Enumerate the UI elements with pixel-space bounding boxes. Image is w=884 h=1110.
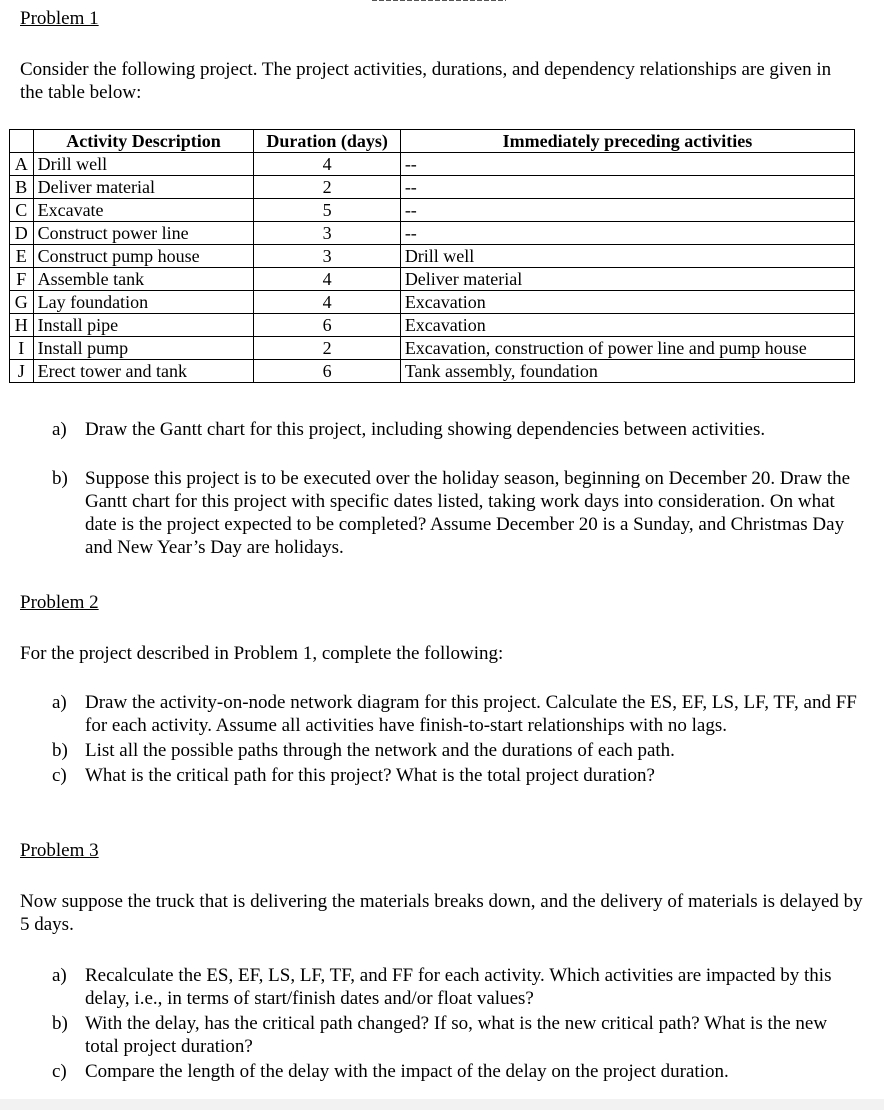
- question-item: [52, 467, 864, 559]
- activity-description: Excavate: [33, 199, 254, 222]
- activity-id: E: [10, 245, 34, 268]
- problem2-intro: For the project described in Problem 1, complete the following:: [20, 643, 504, 664]
- activity-id: H: [10, 314, 34, 337]
- activity-predecessors: Deliver material: [400, 268, 854, 291]
- activity-duration: 4: [254, 153, 400, 176]
- activity-id: D: [10, 222, 34, 245]
- activity-id: A: [10, 153, 34, 176]
- activity-description: Deliver material: [33, 176, 254, 199]
- activity-description: Construct pump house: [33, 245, 254, 268]
- problem1-questions: [52, 418, 864, 559]
- table-row: [10, 245, 855, 268]
- question-text: List all the possible paths through the network and the durations of each path.: [85, 740, 675, 761]
- activity-description: Lay foundation: [33, 291, 254, 314]
- activity-predecessors: Drill well: [400, 245, 854, 268]
- question-text: Recalculate the ES, EF, LS, LF, TF, and FF for each activity. Which activities are impacted by this delay, i.e., in terms of start/finish dates and/or float values?: [85, 965, 832, 1009]
- table-row: [10, 291, 855, 314]
- table-header-description: Activity Description: [33, 130, 254, 153]
- activity-table: [9, 129, 855, 383]
- question-item: [52, 1060, 864, 1083]
- activity-duration: 4: [254, 268, 400, 291]
- question-text: Compare the length of the delay with the impact of the delay on the project duration.: [85, 1061, 729, 1082]
- activity-duration: 3: [254, 222, 400, 245]
- activity-id: I: [10, 337, 34, 360]
- activity-predecessors: --: [400, 222, 854, 245]
- activity-duration: 3: [254, 245, 400, 268]
- activity-predecessors: Excavation: [400, 314, 854, 337]
- question-label: b): [52, 468, 68, 489]
- table-row: [10, 199, 855, 222]
- question-item: [52, 964, 864, 1010]
- problem1-heading: Problem 1: [20, 8, 99, 29]
- question-label: c): [52, 1061, 67, 1082]
- table-row: [10, 314, 855, 337]
- question-item: [52, 418, 864, 441]
- question-text: Draw the activity-on-node network diagram for this project. Calculate the ES, EF, LS, LF, TF, and FF for each activity. Assume all activities have finish-to-start relationships with no lags.: [85, 692, 857, 736]
- activity-duration: 2: [254, 176, 400, 199]
- table-header-id: [10, 130, 34, 153]
- activity-predecessors: Excavation: [400, 291, 854, 314]
- question-item: [52, 1012, 864, 1058]
- question-label: b): [52, 1013, 68, 1034]
- activity-predecessors: Tank assembly, foundation: [400, 360, 854, 383]
- activity-predecessors: --: [400, 176, 854, 199]
- activity-duration: 4: [254, 291, 400, 314]
- activity-id: C: [10, 199, 34, 222]
- activity-predecessors: --: [400, 153, 854, 176]
- table-row: [10, 337, 855, 360]
- page-bottom-edge: [0, 1099, 884, 1110]
- question-label: a): [52, 419, 67, 440]
- question-label: a): [52, 692, 67, 713]
- problem3-questions: [52, 964, 864, 1083]
- table-row: [10, 222, 855, 245]
- activity-id: J: [10, 360, 34, 383]
- question-label: c): [52, 765, 67, 786]
- activity-duration: 2: [254, 337, 400, 360]
- question-label: b): [52, 740, 68, 761]
- table-row: [10, 360, 855, 383]
- table-row: [10, 153, 855, 176]
- activity-duration: 5: [254, 199, 400, 222]
- activity-description: Install pipe: [33, 314, 254, 337]
- activity-predecessors: --: [400, 199, 854, 222]
- table-header-row: [10, 130, 855, 153]
- problem2-questions: [52, 691, 864, 787]
- table-header-duration: Duration (days): [254, 130, 400, 153]
- page-header-remnant: [372, 0, 506, 1]
- question-label: a): [52, 965, 67, 986]
- question-item: [52, 691, 864, 737]
- activity-description: Assemble tank: [33, 268, 254, 291]
- activity-duration: 6: [254, 360, 400, 383]
- activity-duration: 6: [254, 314, 400, 337]
- question-item: [52, 764, 864, 787]
- table-row: [10, 176, 855, 199]
- problem2-heading: Problem 2: [20, 592, 99, 613]
- question-text: With the delay, has the critical path changed? If so, what is the new critical path? What is the new total project duration?: [85, 1013, 828, 1057]
- activity-id: G: [10, 291, 34, 314]
- activity-id: F: [10, 268, 34, 291]
- question-item: [52, 739, 864, 762]
- activity-predecessors: Excavation, construction of power line and pump house: [400, 337, 854, 360]
- activity-description: Erect tower and tank: [33, 360, 254, 383]
- question-text: Suppose this project is to be executed over the holiday season, beginning on December 20. Draw the Gantt chart for this project with specific dates listed, taking work days into consideration. On what date is the project expected to be completed? Assume December 20 is a Sunday, and Christmas Day and New Year’s Day are holidays.: [85, 468, 851, 558]
- activity-description: Drill well: [33, 153, 254, 176]
- activity-description: Install pump: [33, 337, 254, 360]
- question-text: What is the critical path for this project? What is the total project duration?: [85, 765, 655, 786]
- question-text: Draw the Gantt chart for this project, including showing dependencies between activities.: [85, 419, 766, 440]
- activity-id: B: [10, 176, 34, 199]
- problem1-intro: Consider the following project. The project activities, durations, and dependency relationships are given in the table below:: [20, 59, 832, 103]
- activity-description: Construct power line: [33, 222, 254, 245]
- problem3-intro: Now suppose the truck that is delivering the materials breaks down, and the delivery of materials is delayed by 5 days.: [20, 891, 863, 935]
- problem3-heading: Problem 3: [20, 840, 99, 861]
- table-header-predecessors: Immediately preceding activities: [400, 130, 854, 153]
- table-row: [10, 268, 855, 291]
